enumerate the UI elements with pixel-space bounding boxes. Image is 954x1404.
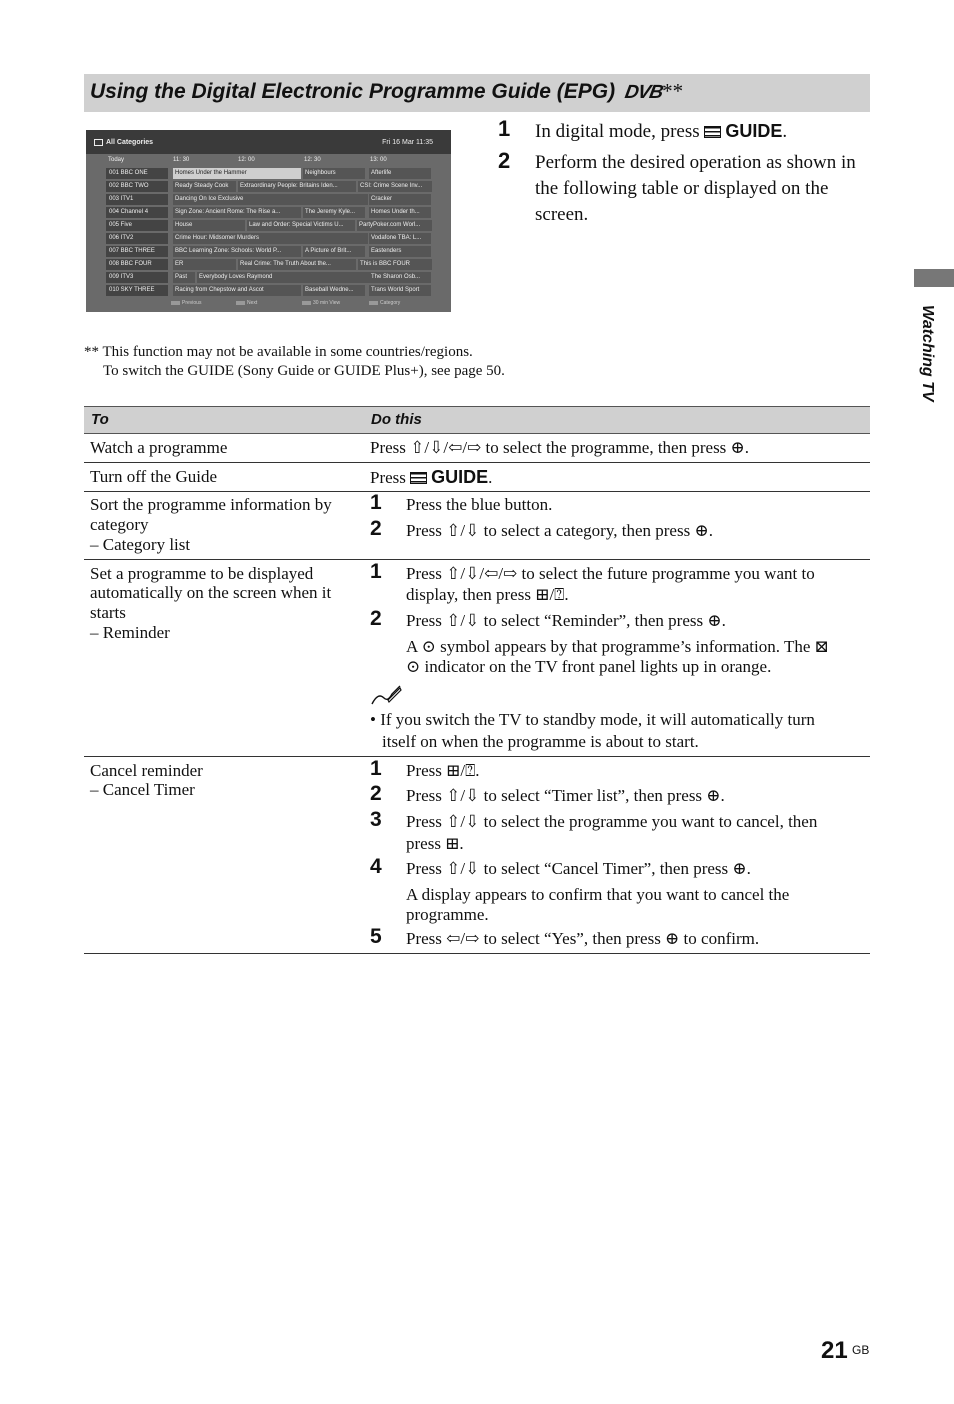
side-tab-marker [914,269,954,287]
epg-screen-image [86,130,451,312]
epg-row [106,181,432,192]
epg-channel: 010 SKY THREE [106,285,168,296]
table-cell-to: category [90,515,149,534]
section-title: Using the Digital Electronic Programme Guide (EPG) DVB** [90,79,684,103]
guide-icon [704,126,721,138]
epg-programme: Dancing On Ice Exclusive [173,194,368,205]
step-number: 2 [370,607,382,630]
table-cell-to: automatically on the screen when it [90,583,332,602]
table-header [84,406,870,434]
epg-channel: 008 BBC FOUR [106,259,168,270]
epg-category: All Categories [106,139,154,146]
epg-row [106,194,432,205]
page-region: GB [852,1343,870,1357]
epg-programme: House [173,220,245,231]
epg-header [86,130,451,154]
epg-channel: 001 BBC ONE [106,168,168,179]
epg-programme: Past [173,272,195,283]
step-number: 1 [498,116,511,141]
epg-programme: Neighbours [303,168,365,179]
epg-footer-item: 30 min View [302,300,340,306]
step-number: 1 [370,757,382,780]
table-cell-do: Press ⇧/⇩/⇦/⇨ to select the programme, then press ⊕. [370,438,750,457]
epg-programme: Homes Under the Hammer [173,168,301,179]
epg-time: 12: 00 [238,157,255,163]
epg-time: 11: 30 [173,157,190,163]
side-tab-label: Watching TV [919,305,936,402]
epg-row [106,207,432,218]
guide-icon [94,139,103,146]
table-cell-to: Cancel reminder [90,761,203,780]
table-cell-do: Press the blue button. [406,495,553,514]
yellow-key-icon [302,301,311,305]
epg-channel: 007 BBC THREE [106,246,168,257]
epg-programme: Real Crime: The Truth About the... [238,259,356,270]
epg-channel: 003 ITV1 [106,194,168,205]
table-cell-to: – Reminder [90,623,170,642]
table-cell-do: Press ⇧/⇩/⇦/⇨ to select the future programme you want to [406,564,815,583]
note-pencil-icon [370,684,402,706]
table-cell-do: programme. [406,905,489,924]
table-cell-to: – Category list [90,535,191,554]
step-text: In digital mode, press GUIDE. [535,121,788,142]
step-number: 2 [498,148,511,173]
epg-channel: 005 Five [106,220,168,231]
dvb-logo-icon: DVB [623,82,665,103]
table-cell-to: Watch a programme [90,438,228,457]
epg-time: 12: 30 [304,157,321,163]
epg-programme: Vodafone TBA: L... [369,233,431,244]
epg-programme: A Picture of Brit... [303,246,365,257]
epg-programme: Law and Order: Special Victims U... [247,220,355,231]
blue-key-icon [369,301,378,305]
epg-programme: Eastenders [369,246,431,257]
epg-time: 13: 00 [370,157,387,163]
epg-row [106,259,432,270]
step-number: 3 [370,808,382,831]
table-cell-to: – Cancel Timer [90,780,195,799]
row-divider [84,491,870,492]
epg-programme: Racing from Chepstow and Ascot [173,285,301,296]
table-cell-do: • If you switch the TV to standby mode, it will automatically turn [370,710,815,729]
row-divider [84,953,870,954]
table-cell-do: Press ⇧/⇩ to select a category, then press ⊕. [406,521,713,540]
row-divider [84,756,870,757]
page-number: 21 [821,1337,848,1364]
table-cell-do: Press ⇧/⇩ to select “Cancel Timer”, then press ⊕. [406,859,751,878]
epg-programme: BBC Learning Zone: Schools: World P... [173,246,301,257]
epg-footer-item: Next [236,300,257,306]
table-cell-do: Press GUIDE. [370,467,493,487]
epg-programme: Afterlife [369,168,431,179]
table-cell-do: Press ⇧/⇩ to select the programme you want to cancel, then [406,812,818,831]
epg-programme: Ready Steady Cook [173,181,236,192]
epg-channel: 002 BBC TWO [106,181,168,192]
step-number: 1 [370,560,382,583]
table-cell-do: Press ⇧/⇩ to select “Reminder”, then press ⊕. [406,611,726,630]
column-header-to: To [91,411,109,428]
green-key-icon [236,301,245,305]
table-cell-to: Set a programme to be displayed [90,564,314,583]
epg-row [106,220,432,231]
table-cell-do: A ⊙ symbol appears by that programme’s information. The ⊠ [406,637,829,656]
epg-channel: 004 Channel 4 [106,207,168,218]
epg-today: Today [108,157,125,163]
epg-footer-item: Previous [171,300,201,306]
epg-programme: ER [173,259,236,270]
epg-programme: Cracker [369,194,431,205]
epg-date: Fri 16 Mar 11:35 [382,139,433,146]
footnote-line: ** This function may not be available in some countries/regions. [84,344,473,360]
epg-programme: Trans World Sport [369,285,431,296]
epg-footer-item: Category [369,300,400,306]
step-number: 1 [370,491,382,514]
epg-programme: PartyPoker.com Worl... [357,220,432,231]
table-cell-do: itself on when the programme is about to start. [382,732,699,751]
epg-programme: Crime Hour: Midsomer Murders [173,233,368,244]
epg-programme: This is BBC FOUR [358,259,432,270]
section-title-bar [84,74,870,112]
footnote-line: To switch the GUIDE (Sony Guide or GUIDE Plus+), see page 50. [103,363,505,379]
epg-programme: Sign Zone: Ancient Rome: The Rise a... [173,207,301,218]
table-cell-do: Press ⇧/⇩ to select “Timer list”, then press ⊕. [406,786,725,805]
epg-programme: Baseball Wedne... [303,285,365,296]
table-cell-do: press ⊞. [406,834,464,853]
table-cell-to: Turn off the Guide [90,467,218,486]
epg-programme: Extraordinary People: Britains Iden... [238,181,356,192]
step-number: 5 [370,925,382,948]
epg-row [106,168,432,179]
epg-row [106,233,432,244]
table-cell-do: display, then press ⊞/⍰. [406,585,569,604]
epg-programme: Homes Under th... [369,207,431,218]
epg-programme: The Sharon Osb... [369,272,431,283]
table-cell-to: starts [90,603,126,622]
epg-row [106,272,432,283]
epg-channel: 009 ITV3 [106,272,168,283]
table-cell-do: Press ⊞/⍰. [406,761,480,780]
epg-channel: 006 ITV2 [106,233,168,244]
row-divider [84,559,870,560]
step-text: Perform the desired operation as shown in the following table or displayed on the screen. [535,152,856,225]
table-cell-do: A display appears to confirm that you want to cancel the [406,885,790,904]
table-cell-do: ⊙ indicator on the TV front panel lights up in orange. [406,657,772,676]
step-number: 4 [370,855,382,878]
row-divider [84,462,870,463]
step-number: 2 [370,782,382,805]
guide-icon [410,472,427,484]
table-cell-to: Sort the programme information by [90,495,332,514]
epg-programme: The Jeremy Kyle... [303,207,365,218]
epg-row [106,246,432,257]
epg-programme: Everybody Loves Raymond [197,272,369,283]
step-number: 2 [370,517,382,540]
column-header-do: Do this [371,411,422,428]
table-cell-do: Press ⇦/⇨ to select “Yes”, then press ⊕ to confirm. [406,929,760,948]
red-key-icon [171,301,180,305]
epg-row [106,285,432,296]
epg-programme: CSI: Crime Scene Inv... [358,181,432,192]
